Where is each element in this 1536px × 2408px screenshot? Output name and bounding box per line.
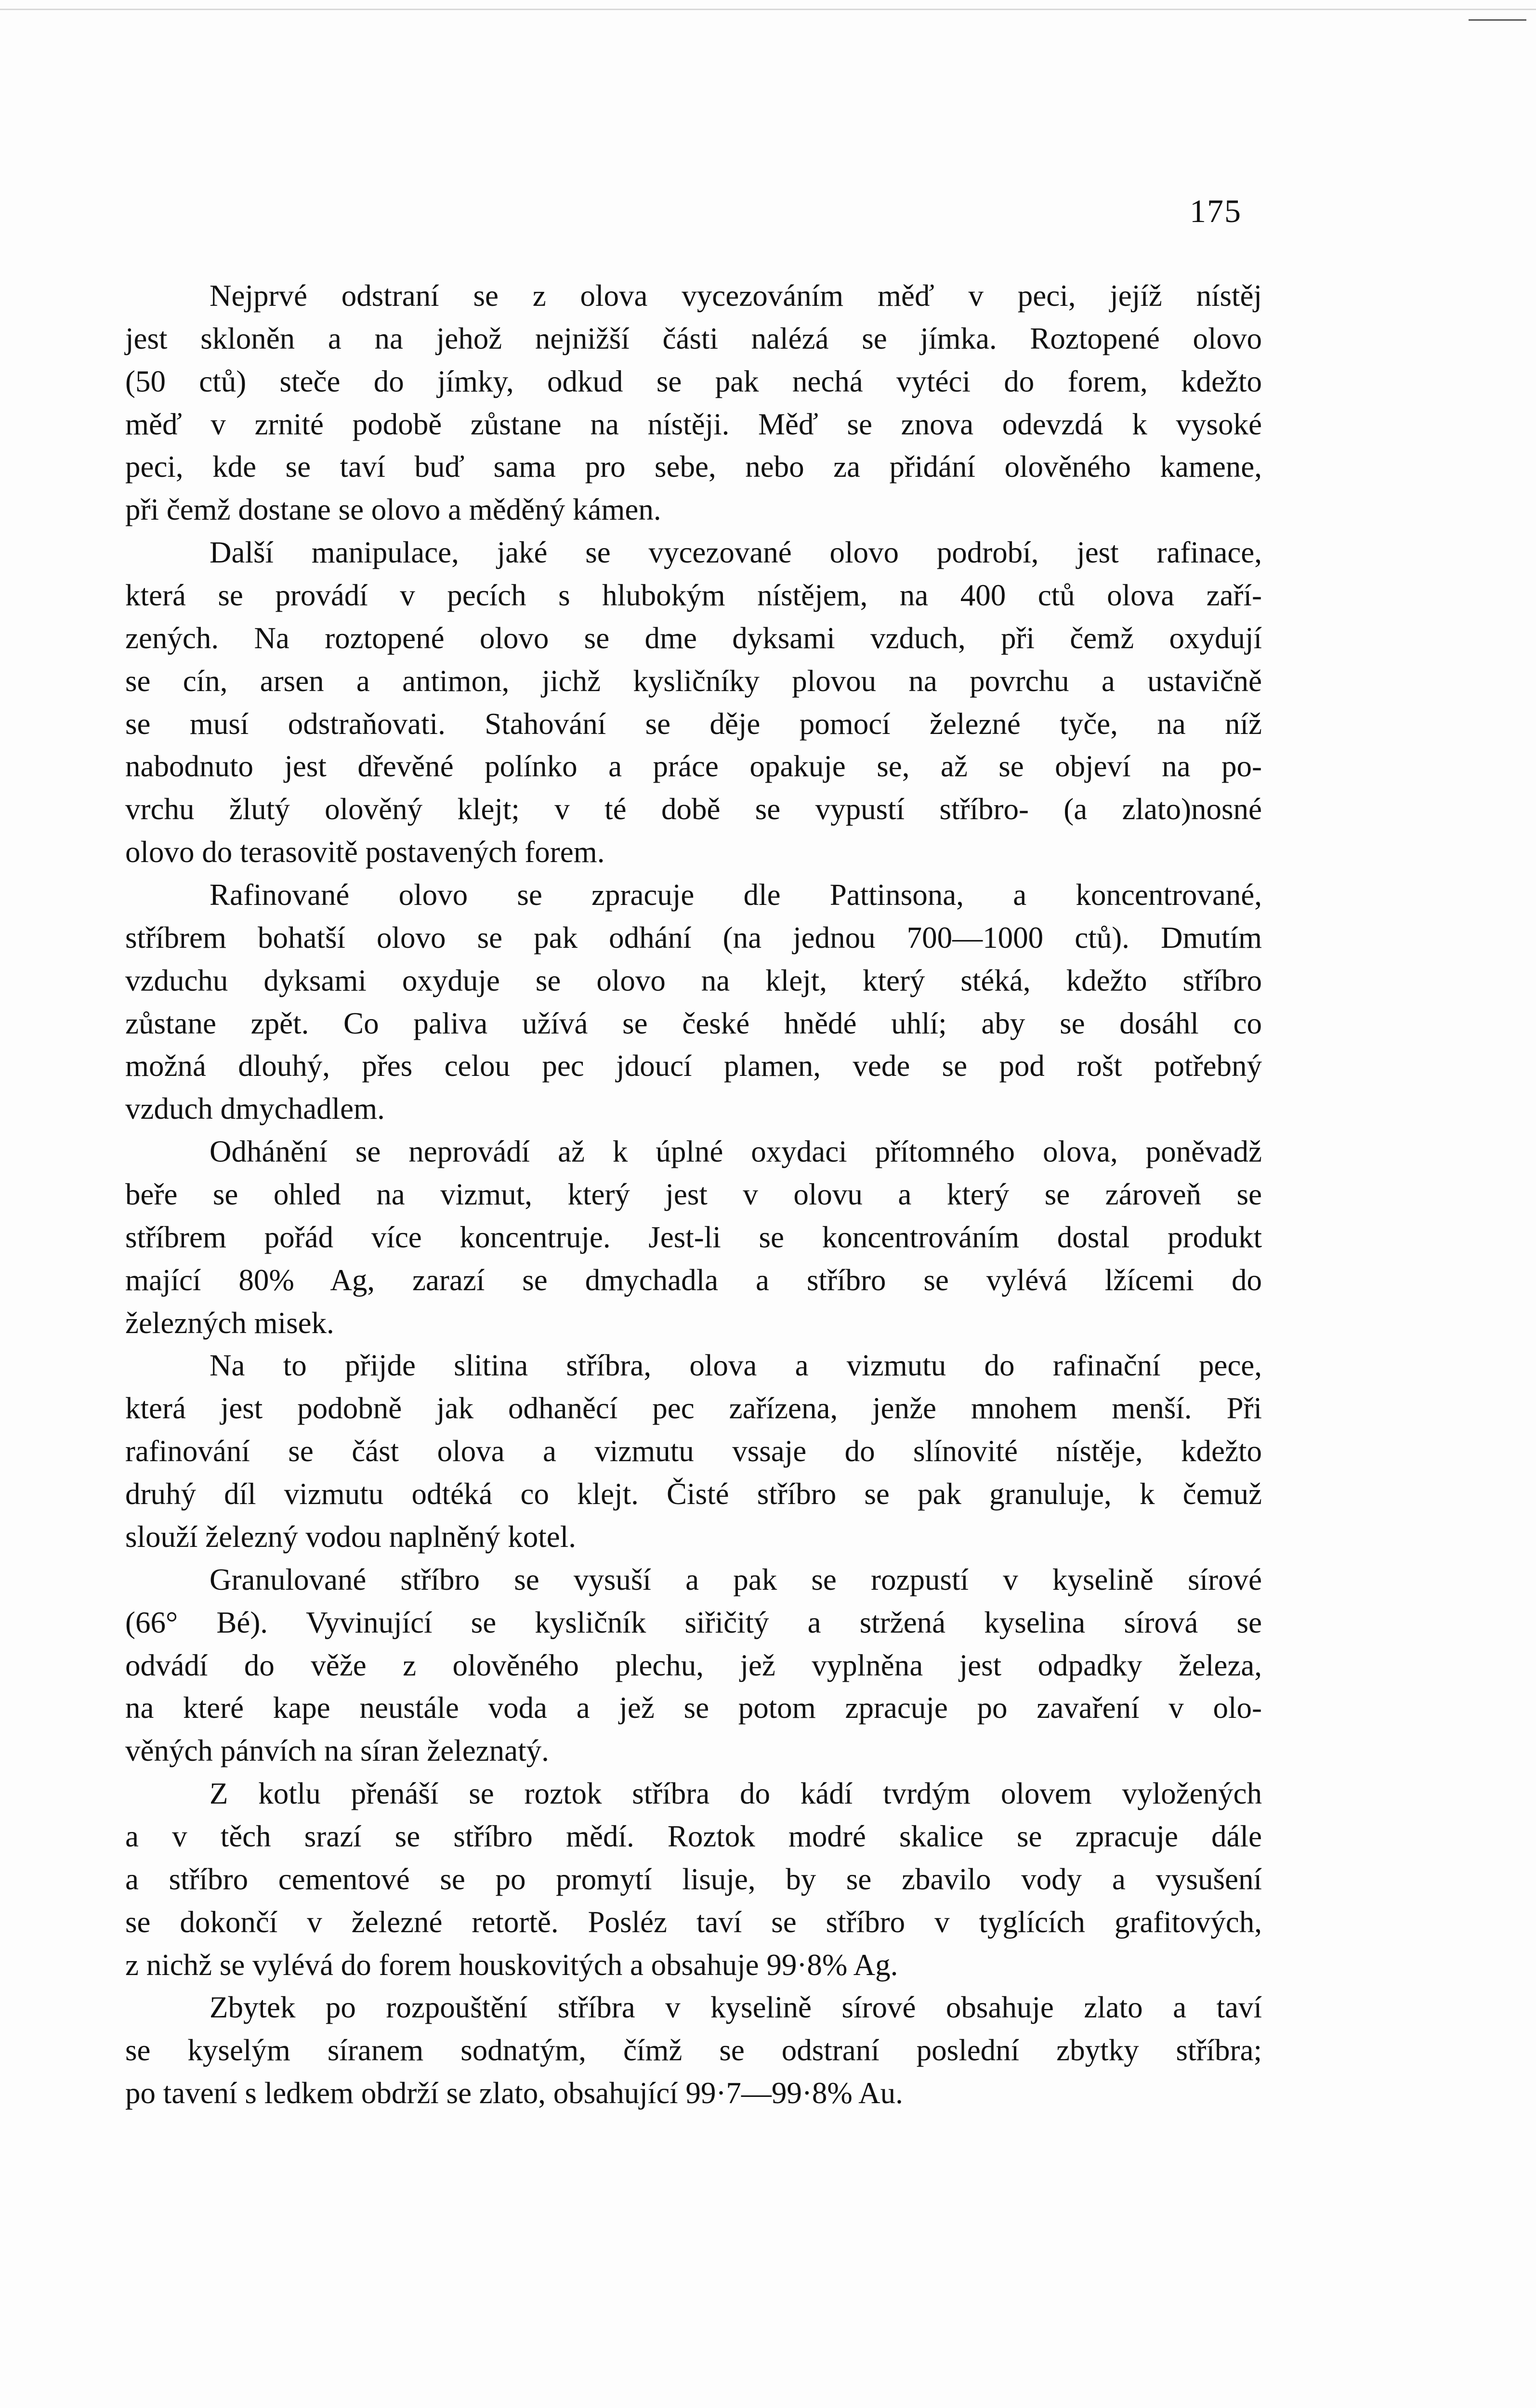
text-line: Rafinované olovo se zpracuje dle Pattinsona, a koncentrované, (210, 878, 1262, 912)
text-line: Z kotlu přenáší se roztok stříbra do kádí tvrdým olovem vyložených (210, 1777, 1262, 1811)
text-line: možná dlouhý, přes celou pec jdoucí plamen, vede se pod rošt potřebný (125, 1049, 1262, 1083)
text-line: vrchu žlutý olověný klejt; v té době se vypustí stříbro- (a zlato)nosné (125, 792, 1262, 826)
body-text (125, 275, 1262, 2115)
paragraph (125, 1986, 1262, 2115)
text-line: se cín, arsen a antimon, jichž kysličníky plovou na povrchu a ustavičně (125, 664, 1262, 698)
text-line: rafinování se část olova a vizmutu vssaje do slínovité nístěje, kdežto (125, 1434, 1262, 1468)
text-line: odvádí do věže z olověného plechu, jež vyplněna jest odpadky železa, (125, 1648, 1262, 1682)
text-line: a stříbro cementové se po promytí lisuje, by se zbavilo vody a vysušení (125, 1862, 1262, 1896)
paragraph (125, 1558, 1262, 1772)
paragraph (125, 874, 1262, 1130)
scan-corner-mark (1469, 19, 1526, 21)
text-line: na které kape neustále voda a jež se potom zpracuje po zavaření v olo- (125, 1691, 1262, 1725)
text-line: vzduch dmychadlem. (125, 1092, 385, 1126)
text-line: vzduchu dyksami oxyduje se olovo na klejt, který stéká, kdežto stříbro (125, 963, 1262, 997)
text-line: slouží železný vodou naplněný kotel. (125, 1519, 576, 1554)
text-line: (66° Bé). Vyvinující se kysličník siřičitý a stržená kyselina sírová se (125, 1605, 1262, 1639)
text-line: stříbrem pořád více koncentruje. Jest-li se koncentrováním dostal produkt (125, 1220, 1262, 1254)
text-line: z nichž se vylévá do forem houskovitých a obsahuje 99·8% Ag. (125, 1948, 898, 1982)
text-line: zených. Na roztopené olovo se dme dyksami vzduch, při čemž oxydují (125, 621, 1262, 655)
paragraph (125, 1130, 1262, 1344)
text-line: nabodnuto jest dřevěné polínko a práce opakuje se, až se objeví na po- (125, 749, 1262, 784)
paragraph (125, 275, 1262, 531)
text-line: při čemž dostane se olovo a měděný kámen. (125, 493, 661, 527)
paragraph (125, 1344, 1262, 1558)
text-line: se dokončí v železné retortě. Posléz taví se stříbro v tyglících grafitových, (125, 1905, 1262, 1939)
text-line: se musí odstraňovati. Stahování se děje pomocí železné tyče, na níž (125, 707, 1262, 741)
text-line: Další manipulace, jaké se vycezované olovo podrobí, jest rafinace, (210, 536, 1262, 570)
text-line: věných pánvích na síran železnatý. (125, 1734, 549, 1768)
scan-edge-line (0, 9, 1536, 10)
text-line: Zbytek po rozpouštění stříbra v kyselině sírové obsahuje zlato a taví (210, 1990, 1262, 2025)
text-line: měď v zrnité podobě zůstane na nístěji. Měď se znova odevzdá k vysoké (125, 407, 1262, 441)
text-line: olovo do terasovitě postavených forem. (125, 835, 605, 869)
paragraph (125, 531, 1262, 874)
text-line: stříbrem bohatší olovo se pak odhání (na jednou 700—1000 ctů). Dmutím (125, 920, 1262, 955)
text-line: Nejprvé odstraní se z olova vycezováním měď v peci, jejíž nístěj (210, 279, 1262, 313)
text-line: peci, kde se taví buď sama pro sebe, nebo za přidání olověného kamene, (125, 450, 1262, 484)
text-line: a v těch srazí se stříbro mědí. Roztok modré skalice se zpracuje dále (125, 1819, 1262, 1853)
text-line: mající 80% Ag, zarazí se dmychadla a stříbro se vylévá lžícemi do (125, 1263, 1262, 1297)
text-line: železných misek. (125, 1306, 334, 1340)
text-line: Granulované stříbro se vysuší a pak se rozpustí v kyselině sírové (210, 1562, 1262, 1597)
text-line: která jest podobně jak odhaněcí pec zařízena, jenže mnohem menší. Při (125, 1391, 1262, 1426)
text-line: (50 ctů) steče do jímky, odkud se pak nechá vytéci do forem, kdežto (125, 364, 1262, 398)
text-line: druhý díl vizmutu odtéká co klejt. Čisté stříbro se pak granuluje, k čemuž (125, 1477, 1262, 1511)
text-line: zůstane zpět. Co paliva užívá se české hnědé uhlí; aby se dosáhl co (125, 1006, 1262, 1040)
text-line: Na to přijde slitina stříbra, olova a vizmutu do rafinační pece, (210, 1348, 1262, 1383)
text-line: beře se ohled na vizmut, který jest v olovu a který se zároveň se (125, 1178, 1262, 1212)
paragraph (125, 1772, 1262, 1986)
text-line: jest skloněn a na jehož nejnižší části nalézá se jímka. Roztopené olovo (125, 321, 1262, 355)
page-number: 175 (1190, 193, 1242, 229)
text-line: po tavení s ledkem obdrží se zlato, obsahující 99·7—99·8% Au. (125, 2076, 903, 2110)
text-line: Odhánění se neprovádí až k úplné oxydaci přítomného olova, poněvadž (210, 1135, 1262, 1169)
text-line: která se provádí v pecích s hlubokým nístějem, na 400 ctů olova zaří- (125, 578, 1262, 613)
text-line: se kyselým síranem sodnatým, čímž se odstraní poslední zbytky stříbra; (125, 2033, 1262, 2068)
